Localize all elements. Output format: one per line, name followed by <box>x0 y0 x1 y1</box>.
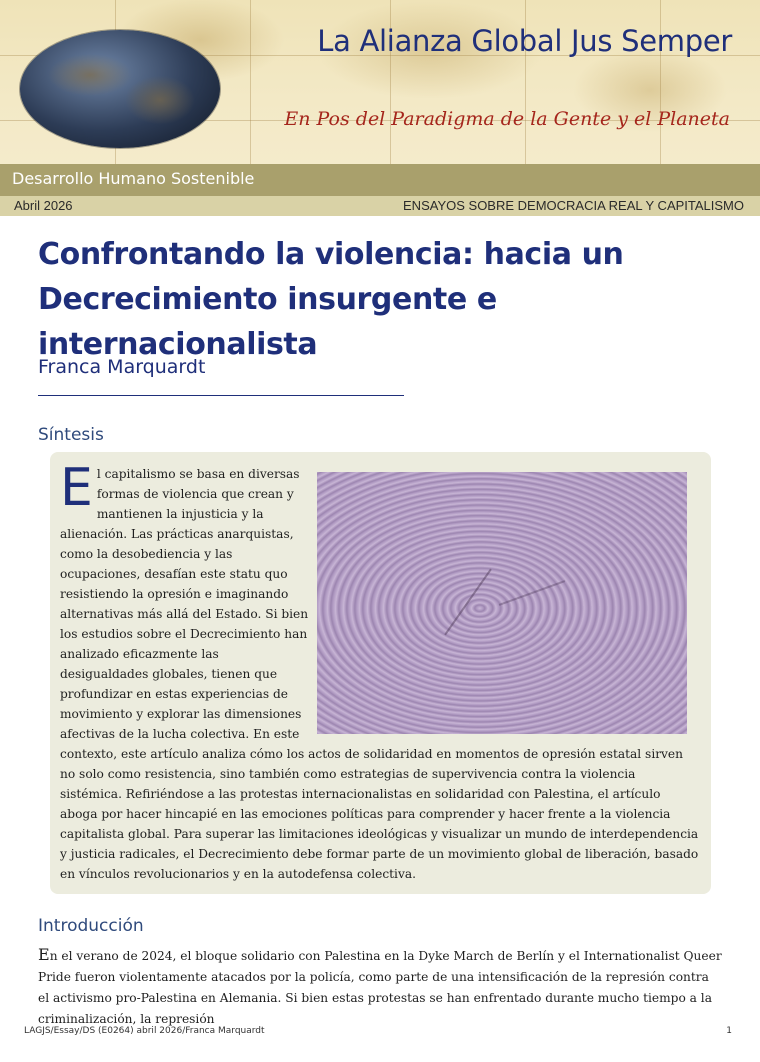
page-number: 1 <box>726 1026 732 1036</box>
intro-paragraph <box>38 944 722 1030</box>
abstract-box <box>50 452 711 894</box>
intro-heading: Introducción <box>38 916 144 936</box>
intro-text: n el verano de 2024, el bloque solidario con Palestina en la Dyke March de Berlín y el Internationalist Queer Pride fueron violentamente atacados por la policía, como parte de una intensificación de la represión contra el activismo pro-Palestina en Alemania. Si bien estas protestas se han enfrentado durante mucho tiempo a la criminalización, la represión <box>38 949 722 1026</box>
article-title: Confrontando la violencia: hacia un Decrecimiento insurgente e internacionalista <box>38 237 624 362</box>
image-detail <box>499 580 565 606</box>
author-divider <box>38 395 404 396</box>
meta-bar <box>0 196 760 216</box>
section-band <box>0 164 760 196</box>
site-tagline: En Pos del Paradigma de la Gente y el Planeta <box>284 108 730 130</box>
issue-date: Abril 2026 <box>14 198 73 213</box>
tree-rings-image <box>317 472 687 734</box>
abstract-heading: Síntesis <box>38 425 104 445</box>
map-gridline <box>250 0 251 164</box>
abstract-dropcap: E <box>60 458 93 518</box>
intro-first-letter: E <box>38 945 50 964</box>
site-title: La Alianza Global Jus Semper <box>317 24 732 58</box>
section-label: Desarrollo Humano Sostenible <box>12 169 255 188</box>
footer-reference: LAGJS/Essay/DS (E0264) abril 2026/Franca Marquardt <box>24 1026 265 1036</box>
image-detail <box>444 569 492 636</box>
masthead <box>0 0 760 164</box>
series-name: ENSAYOS SOBRE DEMOCRACIA REAL Y CAPITALISMO <box>403 198 744 213</box>
article-author: Franca Marquardt <box>38 356 206 378</box>
abstract-text: l capitalismo se basa en diversas formas de violencia que crean y mantienen la injusticia y la alienación. Las prácticas anarquistas, como la desobediencia y las ocupaciones, desafían este statu quo resistiendo la opresión e imaginando alternativas más allá del Estado. Si bien los estudios sobre el Decrecimiento han analizado eficazmente las desigualdades globales, tienen que profundizar en estas experiencias de movimiento y explorar las dimensiones afectivas de la lucha colectiva. En este contexto, este artículo analiza cómo los actos de solidaridad en momentos de opresión estatal sirven no solo como resistencia, sino también como estrategias de supervivencia contra la violencia sistémica. Refiriéndose a las protestas internacionalistas en solidaridad con Palestina, el artículo aboga por hacer hincapié en las emociones políticas para comprender y hacer frente a la violencia capitalista global. Para superar las limitaciones ideológicas y visualizar un mundo de interdependencia y justicia radicales, el Decrecimiento debe formar parte de un movimiento global de liberación, basado en vínculos revolucionarios y en la autodefensa colectiva. <box>60 467 699 881</box>
globe-logo <box>20 30 220 148</box>
